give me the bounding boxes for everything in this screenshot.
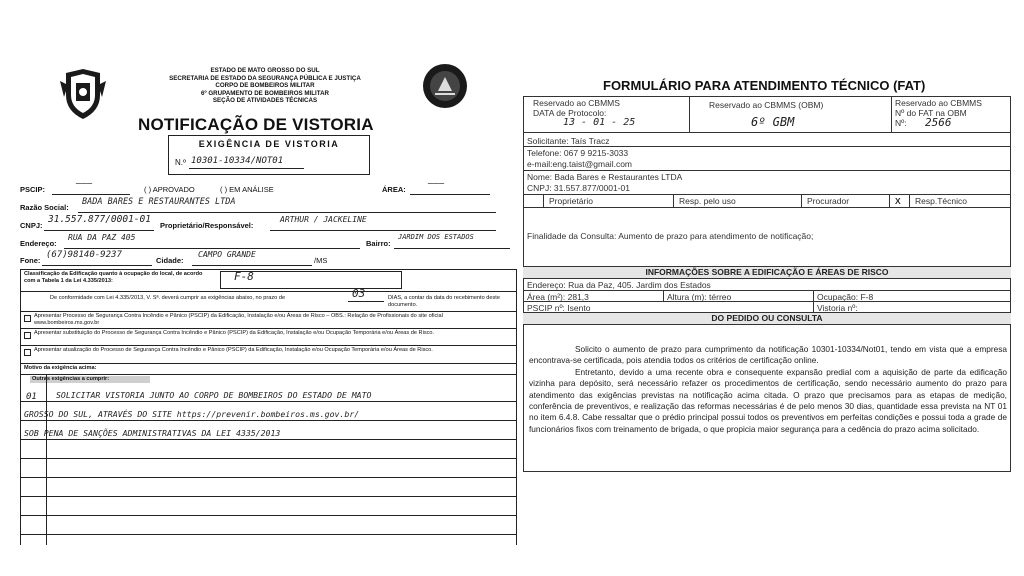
header-line-3: CORPO DE BOMBEIROS MILITAR bbox=[215, 82, 315, 89]
cidade-label: Cidade: bbox=[156, 256, 184, 265]
proprietario-value: ARTHUR / JACKELINE bbox=[280, 215, 367, 224]
email: e-mail:eng.taist@gmail.com bbox=[527, 159, 632, 169]
fire-brigade-seal-icon bbox=[422, 63, 468, 109]
edificacao-vistoria: Vistoria nº: bbox=[817, 303, 858, 313]
endereco-value: RUA DA PAZ 405 bbox=[68, 233, 136, 242]
telefone: Telefone: 067 9 9215-3033 bbox=[527, 148, 629, 158]
role-resp-uso: Resp. pelo uso bbox=[679, 196, 736, 206]
bairro-label: Bairro: bbox=[366, 239, 391, 248]
reservado-3a: Reservado ao CBMMS bbox=[895, 98, 982, 108]
reservado-3c: Nº: bbox=[895, 118, 907, 128]
pedido-header: DO PEDIDO OU CONSULTA bbox=[523, 313, 1011, 324]
exigencia-line-1: SOLICITAR VISTORIA JUNTO AO CORPO DE BOMBEIROS DO ESTADO DE MATO bbox=[56, 390, 372, 400]
exigencia-title: EXIGÊNCIA DE VISTORIA bbox=[198, 139, 340, 149]
pedido-paragraph-2: Entretanto, devido a uma recente obra e consequente expansão predial com a aquisição de parte da edificação vizinha para depósito, será necessário refazer os procedimentos de certificação, sendo necessário aumento do prazo para atendimento das exigências previstas na notificação acima citada. O prazo que precisamos para as etapas de medição, conferência de preventivos, e realização das reformas necessárias é de pelo menos 30 dias, quantidade essa prevista na NT 01 no item 6.4.8. Cabe ressaltar que o prédio principal possui todos os preventivos em perfeitas condições e possui toda a grade de funcionários fixos com treinamento de brigada, o que propicia maior segurança para a cedência do prazo acima solicitado. bbox=[529, 366, 1007, 434]
solicitante: Solicitante: Taís Tracz bbox=[527, 136, 610, 146]
motivo-label: Motivo da exigência acima: bbox=[24, 365, 97, 371]
number-label: N.º bbox=[175, 158, 186, 167]
cnpj-value: 31.557.877/0001-01 bbox=[48, 214, 151, 225]
endereco-label: Endereço: bbox=[20, 239, 57, 248]
option-3-text: Apresentar atualização do Processo de Segurança Contra Incêndio e Pânico (PSCIP) da Edificação, Instalação e/ou Ocupação Temporária e/ou Áreas de Risco. bbox=[34, 347, 433, 353]
role-mark: X bbox=[895, 196, 901, 206]
reservado-3b: Nº do FAT na OBM bbox=[895, 108, 967, 118]
fat-form-document bbox=[523, 74, 1011, 476]
area-value: ——— bbox=[428, 179, 445, 189]
role-procurador: Procurador bbox=[807, 196, 850, 206]
cidade-value: CAMPO GRANDE bbox=[198, 250, 256, 259]
obm-value: 6º GBM bbox=[751, 115, 795, 129]
edificacao-ocupacao: Ocupação: F-8 bbox=[817, 292, 874, 302]
reservado-1b: DATA de Protocolo: bbox=[533, 108, 607, 118]
fat-number: 2566 bbox=[925, 116, 952, 129]
role-resp-tecnico: Resp.Técnico bbox=[915, 196, 967, 206]
fat-title: FORMULÁRIO PARA ATENDIMENTO TÉCNICO (FAT) bbox=[603, 78, 926, 93]
option-1-text: Apresentar Processo de Segurança Contra Incêndio e Pânico (PSCIP) da Edificação, Instalação e/ou Áreas de Risco – OBS.: Relação de Profissionais do site oficial www.bombeiros.ms.gov.br bbox=[34, 313, 443, 326]
option-2-checkbox[interactable] bbox=[24, 332, 31, 339]
conformidade-text-a: De conformidade com Lei 4.335/2013, V. Sª. deverá cumprir as exigências abaixo, no prazo de bbox=[50, 295, 286, 301]
header-line-2: SECRETARIA DE ESTADO DA SEGURANÇA PÚBLICA E JUSTIÇA bbox=[169, 74, 361, 82]
aprovado-option: ( ) APROVADO bbox=[144, 185, 195, 194]
edificacao-area: Área (m²): 281,3 bbox=[527, 292, 589, 302]
area-label: ÁREA: bbox=[382, 185, 406, 194]
exigencia-box bbox=[168, 135, 370, 175]
razao-social-label: Razão Social: bbox=[20, 203, 69, 212]
option-2-text: Apresentar substituição do Processo de Segurança Contra Incêndio e Pânico (PSCIP) da Edificação, Instalação e/ou Ocupação Temporária e/ou Áreas de Risco. bbox=[34, 330, 435, 336]
pedido-paragraph-1: Solicito o aumento de prazo para cumprimento da notificação 10301-10334/Not01, tendo em vista que a empresa encontrava-se certificada, pois atendia todos os critérios de certificação online. bbox=[529, 344, 1007, 366]
uf-value: /MS bbox=[314, 256, 328, 265]
header-line-4: 6º GRUPAMENTO DE BOMBEIROS MILITAR bbox=[200, 89, 330, 97]
edificacao-pscip: PSCIP nº: Isento bbox=[527, 303, 591, 313]
header-line-1: ESTADO DE MATO GROSSO DO SUL bbox=[210, 67, 320, 74]
option-3-checkbox[interactable] bbox=[24, 349, 31, 356]
edificacao-endereco: Endereço: Rua da Paz, 405. Jardim dos Estados bbox=[527, 280, 711, 290]
em-analise-option: ( ) EM ANÁLISE bbox=[220, 185, 274, 194]
option-1-checkbox[interactable] bbox=[24, 315, 31, 322]
proprietario-label: Proprietário/Responsável: bbox=[160, 221, 254, 230]
exigencia-line-2: GROSSO DO SUL, ATRAVÉS DO SITE https://prevenir.bombeiros.ms.gov.br/ bbox=[24, 409, 360, 419]
document-header bbox=[145, 67, 385, 105]
state-coat-of-arms-icon bbox=[58, 67, 108, 121]
conformidade-text-b: DIAS, a contar da data do recebimento deste documento. bbox=[388, 295, 500, 308]
header-line-5: SEÇÃO DE ATIVIDADES TÉCNICAS bbox=[212, 97, 318, 104]
empresa-cnpj: CNPJ: 31.557.877/0001-01 bbox=[527, 183, 631, 193]
pscip-label: PSCIP: bbox=[20, 185, 46, 194]
edificacao-altura: Altura (m): térreo bbox=[667, 292, 732, 302]
classificacao-value: F-8 bbox=[234, 270, 254, 283]
finalidade: Finalidade da Consulta: Aumento de prazo para atendimento de notificação; bbox=[527, 231, 814, 241]
reservado-1a: Reservado ao CBMMS bbox=[533, 98, 620, 108]
info-header: INFORMAÇÕES SOBRE A EDIFICAÇÃO E ÁREAS DE RISCO bbox=[523, 267, 1011, 278]
reservado-2: Reservado ao CBMMS (OBM) bbox=[709, 100, 824, 110]
fone-value: (67)98140-9237 bbox=[46, 250, 122, 260]
item-number: 01 bbox=[26, 392, 37, 402]
outras-label: Outras exigências a cumprir: bbox=[32, 376, 110, 382]
role-proprietario: Proprietário bbox=[549, 196, 593, 206]
razao-social-value: BADA BARES E RESTAURANTES LTDA bbox=[82, 197, 236, 207]
vistoria-notification-document bbox=[20, 55, 516, 547]
cnpj-label: CNPJ: bbox=[20, 221, 43, 230]
exigencia-line-3: SOB PENA DE SANÇÕES ADMINISTRATIVAS DA LEI 4335/2013 bbox=[24, 428, 281, 438]
prazo-value: 03 bbox=[352, 287, 366, 300]
fone-label: Fone: bbox=[20, 256, 41, 265]
classificacao-label: Classificação da Edificação quanto à ocupação do local, de acordo com a Tabela 1 da Lei 4.335/2013: bbox=[24, 271, 203, 284]
empresa-nome: Nome: Bada Bares e Restaurantes LTDA bbox=[527, 172, 683, 182]
document-title: NOTIFICAÇÃO DE VISTORIA bbox=[138, 115, 374, 134]
bairro-value: JARDIM DOS ESTADOS bbox=[398, 233, 474, 241]
notification-number: 10301-10334/NOT01 bbox=[191, 156, 284, 166]
pscip-value: ——— bbox=[76, 179, 93, 189]
pedido-text bbox=[529, 344, 1007, 435]
data-protocolo: 13 - 01 - 25 bbox=[563, 117, 636, 128]
